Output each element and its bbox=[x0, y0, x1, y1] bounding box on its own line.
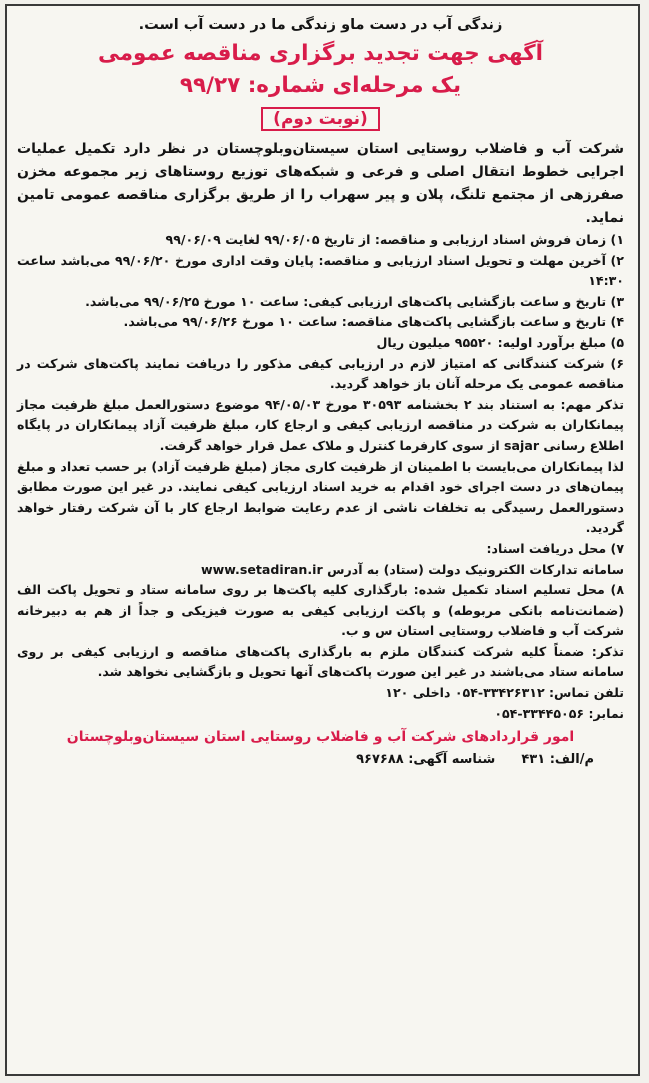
item-8: ۸) محل تسلیم اسناد تکمیل شده: بارگذاری کلیه پاکت‌ها بر روی سامانه ستاد و تحویل پاکت الف (ضمانت‌نامه بانکی مربوطه) و پاکت ارزیابی کیفی به صورت فیزیکی و جداً از هم به دبیرخانه شرکت آب و فاضلاب روستایی استان س و ب. bbox=[17, 582, 624, 639]
item-7 bbox=[17, 560, 624, 581]
item-3: ۳) تاریخ و ساعت بازگشایی پاکت‌های ارزیابی کیفی: ساعت ۱۰ مورخ ۹۹/۰۶/۲۵ می‌باشد. bbox=[85, 293, 624, 309]
item-4: ۴) تاریخ و ساعت بازگشایی پاکت‌های مناقصه: ساعت ۱۰ مورخ ۹۹/۰۶/۲۶ می‌باشد. bbox=[123, 314, 624, 330]
ad-id: شناسه آگهی: ۹۶۷۶۸۸ bbox=[356, 752, 496, 768]
item-1: ۱) زمان فروش اسناد ارزیابی و مناقصه: از تاریخ ۹۹/۰۶/۰۵ لغایت ۹۹/۰۶/۰۹ bbox=[165, 232, 624, 247]
item-2: ۲) آخرین مهلت و تحویل اسناد ارزیابی و مناقصه: پایان وقت اداری مورخ ۹۹/۰۶/۲۰ می‌باشد ساعت ۱۴:۳۰ bbox=[17, 252, 624, 289]
fax: نمابر: ۳۳۴۴۵۰۵۶-۰۵۴ bbox=[494, 705, 624, 721]
item-7-text: سامانه تدارکات الکترونیک دولت (ستاد) به آدرس bbox=[327, 561, 624, 577]
motto: زندگی آب در دست ماو زندگی ما در دست آب است. bbox=[138, 17, 503, 33]
round-badge bbox=[17, 104, 624, 134]
footer-row bbox=[17, 750, 624, 771]
important-note-2: لذا پیمانکاران می‌بایست با اطمینان از ظرفیت کاری مجاز (مبلغ ظرفیت آزاد) بر حسب تعداد و مبلغ پیمان‌های در دست اجرای خود اقدام به خرید اسناد ارزیابی کیفی نمایند. در غیر این صورت مطابق دستورالعمل رسیدگی به تخلفات ناشی از عدم رعایت ضوابط ارجاع کار با آن شرکت رفتار خواهد گردید. bbox=[17, 458, 624, 536]
item-6: ۶) شرکت کنندگانی که امتیاز لازم در ارزیابی کیفی مذکور را دریافت نمایند پاکت‌های شرکت در مناقصه عمومی یک مرحله آنان باز خواهد گردید. bbox=[17, 355, 624, 392]
notice-frame bbox=[5, 4, 640, 1076]
note: تذکر: ضمناً کلیه شرکت کنندگان ملزم به بارگذاری پاکت‌های مناقصه و ارزیابی کیفی بر روی سامانه ستاد می‌باشند در غیر این صورت پاکت‌های آنها تحویل و بازگشایی نخواهد شد. bbox=[17, 643, 624, 680]
notice-body bbox=[7, 6, 638, 771]
title-line-1: آگهی جهت تجدید برگزاری مناقصه عمومی bbox=[97, 41, 544, 66]
issuer: امور قراردادهای شرکت آب و فاضلاب روستایی استان سیستان‌وبلوچستان bbox=[66, 729, 575, 746]
title-line-2: یک مرحله‌ای شماره: ۹۹/۲۷ bbox=[179, 73, 462, 98]
intro-paragraph: شرکت آب و فاضلاب روستایی استان سیستان‌وبلوچستان در نظر دارد تکمیل عملیات اجرایی خطوط انتقال اصلی و فرعی و شبکه‌های توزیع روستاهای زیر مجموعه مخزن صفرزهی از مجتمع تلنگ، پلان و پیر سهراب را از طریق برگزاری مناقصه عمومی تامین نماید. bbox=[17, 141, 624, 226]
setad-url: www.setadiran.ir bbox=[200, 561, 323, 577]
item-7-title: ۷) محل دریافت اسناد: bbox=[486, 540, 624, 556]
important-note: تذکر مهم: به استناد بند ۲ بخشنامه ۳۰۵۹۳ مورخ ۹۴/۰۵/۰۳ موضوع دستورالعمل مبلغ ظرفیت مجاز پیمانکاران به شرکت در مناقصه ارزیابی کیفی و ارجاع کار، مبلغ ظرفیت آزاد پیمانکاران در پایگاه اطلاع رسانی sajar از سوی کارفرما کنترل و ملاک عمل قرار خواهد گرفت. bbox=[17, 396, 624, 453]
phone: تلفن تماس: ۳۳۴۲۶۳۱۲-۰۵۴ داخلی ۱۲۰ bbox=[385, 685, 624, 701]
round-label: (نوبت دوم) bbox=[261, 107, 380, 131]
code: م/الف: ۴۳۱ bbox=[521, 752, 594, 768]
item-5: ۵) مبلغ برآورد اولیه: ۹۵۵۲۰ میلیون ریال bbox=[376, 334, 624, 350]
